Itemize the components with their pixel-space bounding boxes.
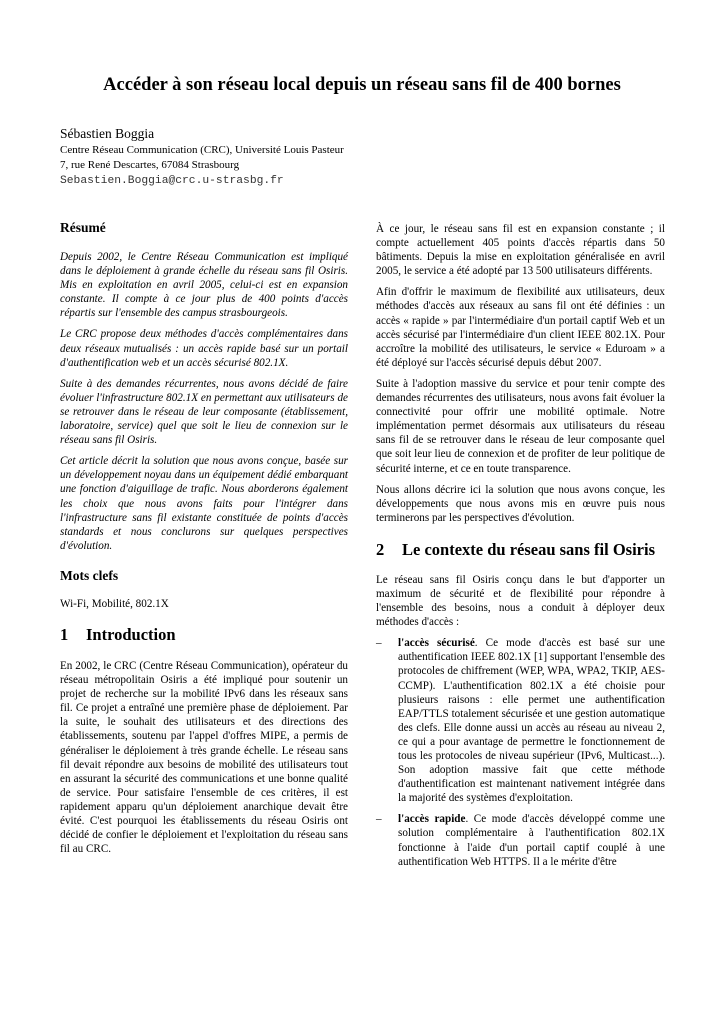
section-introduction bbox=[60, 625, 348, 856]
dash-bullet: – bbox=[376, 637, 382, 650]
body-paragraph: À ce jour, le réseau sans fil est en expansion constante ; il compte actuellement 405 points d'accès répartis dans 50 bâtiments. Depuis la mise en exploitation généralisée en avril 2005, le service a été adopté par 13 500 utilisateurs différents. bbox=[376, 223, 665, 278]
body-paragraph: Le réseau sans fil Osiris conçu dans le but d'apporter un maximum de sécurité et de flexibilité pour répondre à l'ensemble des besoins, nous a conduit à déployer deux méthodes d'accès : bbox=[376, 573, 665, 629]
author-email: Sebastien.Boggia@crc.u-strasbg.fr bbox=[60, 175, 284, 187]
section-heading bbox=[60, 625, 348, 645]
section-title: Introduction bbox=[86, 624, 176, 644]
list-item-body: . Ce mode d'accès est basé sur une authentification IEEE 802.1X [1] supportant l'ensemble des protocoles de chiffrement (WEP, WPA, WPA2, TKIP, AES-CCMP). L'authentification 802.1X a été choisie pour plusieurs raisons : elle permet une authentification EAP/TTLS totalement sécurisée et une gestion automatique des clefs. Elle donne aussi un accès au réseau au niveau 2, ce qui a pour avantage de permettre le fonctionnement de tous les protocoles de niveau supérieur (IPv6, Multicast...). Son adoption massive fait que cette méthode d'authentification est maintenant nativement intégrée dans la majorité des systèmes d'exploitation. bbox=[398, 637, 665, 805]
section-number: 1 bbox=[60, 624, 69, 644]
list-item-term: l'accès rapide bbox=[398, 813, 466, 826]
body-paragraph: Afin d'offrir le maximum de flexibilité aux utilisateurs, deux méthodes d'accès aux réseaux au sans fil ont été définies : un accès « rapide » par l'intermédiaire d'un portail captif Web et un accès sécurisé par l'intermédiaire d'un client IEEE 802.1X. Pour accroître la mobilité des utilisateurs, le service « Eduroam » a été déployé sur l'accès sécurisé depuis début 2007. bbox=[376, 286, 665, 369]
body-paragraph: Nous allons décrire ici la solution que nous avons conçue, les développements que nous avons mis en œuvre puis nous terminerons par les perspectives d'évolution. bbox=[376, 483, 665, 524]
list-item-text bbox=[398, 812, 665, 868]
keywords-text: Wi-Fi, Mobilité, 802.1X bbox=[60, 597, 169, 610]
abstract-paragraph: Cet article décrit la solution que nous avons conçue, basée sur un développement noyau dans un équipement dédié embarquant une fonction d'aiguillage de trafic. Nous aborderons également les choix que nous avons faits pour l'intégrer dans l'infrastructure sans fil existante constituée de points d'accès standards et nous conclurons sur quelques perspectives d'évolution. bbox=[60, 455, 348, 552]
abstract-paragraph: Le CRC propose deux méthodes d'accès complémentaires dans deux réseaux mutualisés : un accès rapide basé sur un portail d'authentification web et un accès sécurisé 802.1X. bbox=[60, 328, 348, 369]
section-number: 2 bbox=[376, 539, 385, 559]
keywords bbox=[60, 567, 348, 611]
section-title: Le contexte du réseau sans fil Osiris bbox=[402, 539, 655, 559]
affiliation: Centre Réseau Communication (CRC), Université Louis Pasteur bbox=[60, 144, 344, 156]
list-item bbox=[376, 812, 665, 868]
right-column bbox=[376, 222, 665, 876]
abstract-paragraph: Depuis 2002, le Centre Réseau Communication est impliqué dans le déploiement à grande échelle du réseau sans fil Osiris. Mis en exploitation en avril 2005, celui-ci est en expansion constante. Il compte à ce jour plus de 400 points d'accès répartis sur l'ensemble des campus strasbourgeois. bbox=[60, 251, 348, 320]
dash-bullet: – bbox=[376, 813, 382, 826]
left-column bbox=[60, 219, 348, 863]
access-methods-list bbox=[376, 636, 665, 869]
list-item-text bbox=[398, 636, 665, 805]
abstract bbox=[60, 219, 348, 553]
author-block bbox=[60, 126, 390, 189]
list-item-body: . Ce mode d'accès développé comme une solution complémentaire à l'authentification 802.1X fonctionne à l'aide d'un portail captif couplé à une authentification Web HTTPS. Il a le mérite d'être bbox=[398, 813, 665, 868]
section-heading bbox=[376, 540, 665, 560]
list-item bbox=[376, 636, 665, 805]
author-name: Sébastien Boggia bbox=[60, 126, 155, 141]
list-item-term: l'accès sécurisé bbox=[398, 637, 475, 650]
body-paragraph: Suite à l'adoption massive du service et pour tenir compte des demandes récurrentes des utilisateurs, nous avons fait évoluer la connectivité pour offrir une mobilité optimale. Notre implémentation permet désormais aux utilisateurs du réseau sans fil de se retrouver dans le réseau de leur composante quel que soit leur lieu de connexion et de profiter de leur politique de sécurité interne, et ce en toute transparence. bbox=[376, 377, 665, 475]
section-context bbox=[376, 540, 665, 869]
abstract-paragraph: Suite à des demandes récurrentes, nous avons décidé de faire évoluer l'infrastructure 802.1X en permettant aux utilisateurs de se retrouver dans le réseau de leur composante (établissement, laboratoire, service) quel que soit le lieu de connexion sur le réseau sans fil Osiris. bbox=[60, 377, 348, 447]
address: 7, rue René Descartes, 67084 Strasbourg bbox=[60, 159, 240, 171]
paper-title: Accéder à son réseau local depuis un réseau sans fil de 400 bornes bbox=[103, 75, 621, 95]
abstract-heading: Résumé bbox=[60, 220, 106, 235]
keywords-heading: Mots clefs bbox=[60, 567, 119, 583]
body-paragraph: En 2002, le CRC (Centre Réseau Communication), opérateur du réseau métropolitain Osiris a été impliqué pour soutenir un projet de recherche sur la mobilité IPv6 dans les réseaux sans fil. Ce projet a entraîné une première phase de déploiement. Par la suite, le souhait des utilisateurs et des directions des établissements, soutenu par l'appel d'offres MIPE, a permis de généraliser le déploiement à très grande échelle. Le réseau sans fil devait répondre aux besoins de mobilité des utilisateurs tout en assurant la sécurité des communications et une bonne qualité de service. Pour satisfaire l'ensemble de ces critères, il est rapidement apparu qu'un déploiement anarchique devait être évité. C'est pourquoi les établissements du réseau Osiris ont décidé de confier le déploiement et l'exploitation du réseau sans fil au CRC. bbox=[60, 659, 348, 856]
